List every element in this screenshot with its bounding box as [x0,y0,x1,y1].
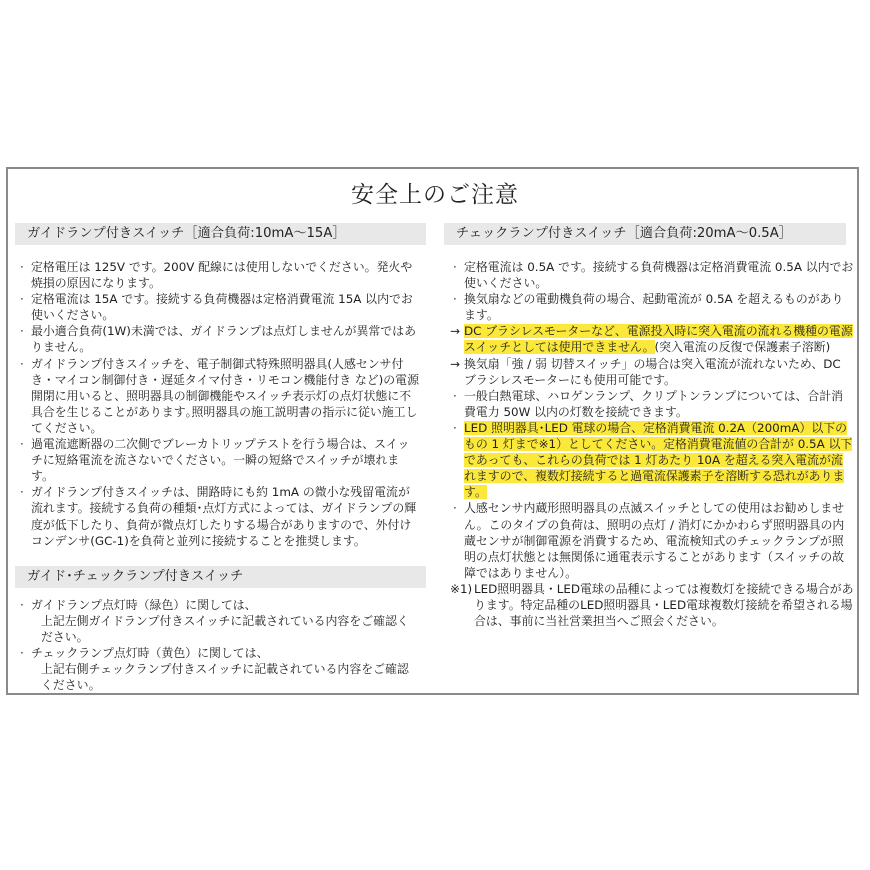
list-item-line: 上記左側ガイドランプ付きスイッチに記載されている内容をご確認ください。 [41,614,409,645]
list-item-text: (突入電流の反復で保護素子溶断) [654,340,831,355]
list-item [17,645,419,693]
list-item: · 定格電圧は 125V です。200V 配線には使用しないでください。発火や焼損の原因になります。 [17,259,419,291]
list-item: · 最小適合負荷(1W)未満では、ガイドランプは点灯しませんが異常ではありません。 [17,323,419,355]
check-lamp-list [450,259,854,629]
highlight-text: DC ブラシレスモーターなど、電源投入時に突入電流の流れる機種の電源スイッチとしては使用できません。 [464,324,853,355]
highlight-text: LED 照明器具･LED 電球の場合、定格消費電流 0.2A（200mA）以下のもの 1 灯まで※1）としてください。定格消費電流値の合計が 0.5A 以下であっても、これらの負荷では 1 灯あたり 10A を超える突入電流が流れますので、複数灯接続すると過電流保護素子を溶断する恐れがあります。 [464,420,853,500]
guide-check-lamp-header: ガイド･チェックランプ付きスイッチ [15,566,426,588]
page-title: 安全上のご注意 [351,182,519,208]
list-item: · 過電流遮断器の二次側でブレーカトリップテストを行う場合は、スイッチに短絡電流を流さないでください。一瞬の短絡でスイッチが壊れます。 [17,436,419,484]
list-item [450,420,854,500]
footnote-mark: ※1) [450,581,473,596]
check-lamp-header: チェックランプ付きスイッチ［適合負荷:20mA〜0.5A］ [444,223,846,245]
list-item-text: 換気扇「強 / 弱 切替スイッチ」の場合は突入電流が流れないため、DC ブラシレスモーターにも使用可能です。 [464,356,841,387]
list-item: · 一般白熱電球、ハロゲンランプ、クリプトンランプについては、合計消費電力 50W 以内の灯数を接続できます。 [450,388,854,420]
list-item-arrow [450,323,854,355]
list-item [17,597,419,645]
guide-lamp-list [17,259,419,549]
list-item: · 人感センサ内蔵形照明器具の点滅スイッチとしての使用はお勧めしません。このタイプの負荷は、照明の点灯 / 消灯にかかわらず照明器具の内蔵センサが制御電源を消費するため、電流検知式のチェックランプが照明の点灯状態とは無関係に通電表示することがあります（スイッチの故障ではありません）。 [450,500,854,580]
list-item-line: 上記右側チェックランプ付きスイッチに記載されている内容をご確認ください。 [41,662,409,693]
list-item: · 換気扇などの電動機負荷の場合、起動電流が 0.5A を超えるものがあります。 [450,291,854,323]
arrow-icon: → [450,356,460,371]
guide-check-lamp-list [17,597,419,694]
list-item: · 定格電流は 15A です。接続する負荷機器は定格消費電流 15A 以内でお使いください。 [17,291,419,323]
list-item: · 定格電流は 0.5A です。接続する負荷機器は定格消費電流 0.5A 以内でお使いください。 [450,259,854,291]
list-item: · ガイドランプ付きスイッチは、開路時にも約 1mA の微小な残留電流が流れます。接続する負荷の種類･点灯方式によっては、ガイドランプの輝度が低下したり、負荷が微点灯したりする場合がありますので、外付けコンデンサ(GC-1)を負荷と並列に接続することを推奨します。 [17,484,419,548]
guide-lamp-header: ガイドランプ付きスイッチ［適合負荷:10mA〜15A］ [15,223,426,245]
list-item: · ガイドランプ付きスイッチを、電子制御式特殊照明器具(人感センサ付き・マイコン制御付き・遅延タイマ付き・リモコン機能付き など)の電源開閉に用いると、照明器具の制御機能やスイッチ表示灯の点灯状態に不具合を生じることがあります｡照明器具の施工説明書の指示に従い施工してください。 [17,356,419,436]
footnote-text: LED照明器具・LED電球の品種によっては複数灯を接続できる場合があります。特定品種のLED照明器具・LED電球複数灯接続を希望される場合は、事前に当社営業担当へご照会ください。 [474,581,854,629]
arrow-icon: → [450,324,460,339]
list-item-line: チェックランプ点灯時（黄色）に関しては、 [31,646,269,661]
footnote [450,581,854,629]
list-item-line: ガイドランプ点灯時（緑色）に関しては、 [31,598,257,612]
list-item-arrow [450,356,854,388]
